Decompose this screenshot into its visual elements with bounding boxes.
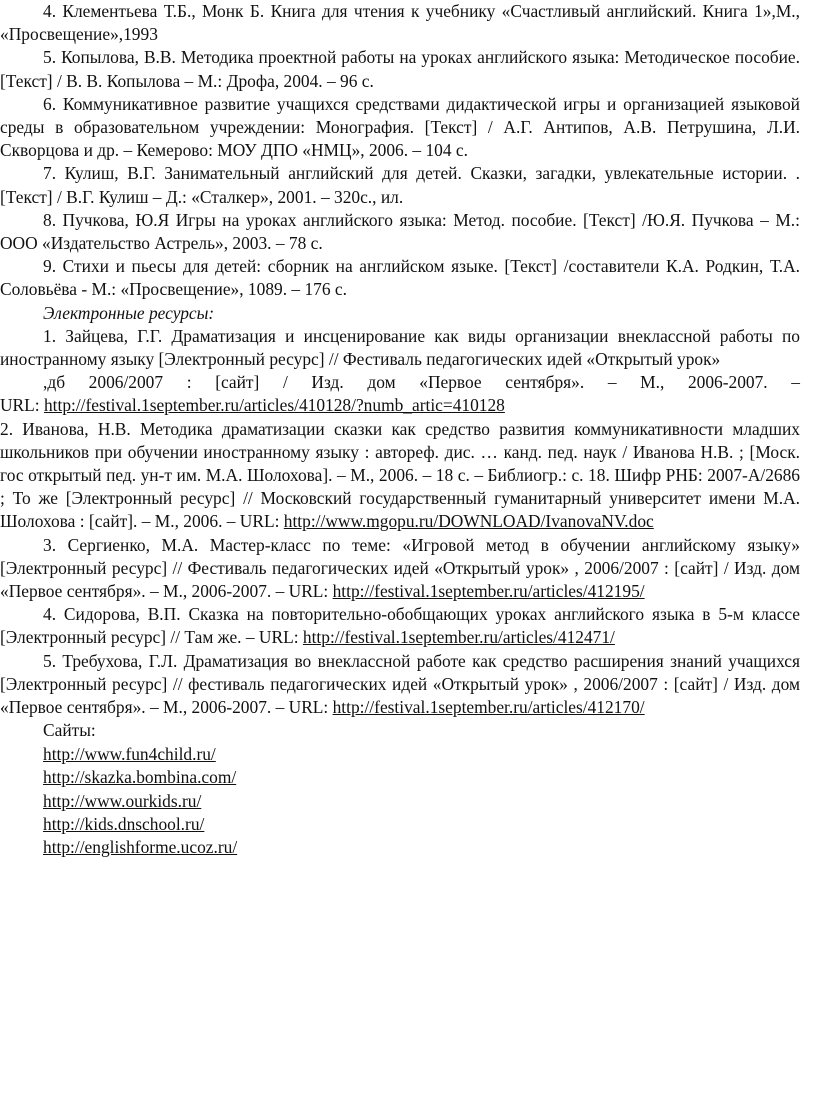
reference-item-6: 6. Коммуникативное развитие учащихся средствами дидактической игры и организацией языковой среды в образовательном учреждении: Монография. [Текст] / А.Г. Антипов, А.В. Петрушина, Л.И. Скворцова и др. – Кемерово: МОУ ДПО «НМЦ», 2006. – 104 с. <box>0 93 800 161</box>
electronic-resource-2 <box>0 418 800 534</box>
site-link[interactable]: http://www.fun4child.ru/ <box>43 743 216 764</box>
reference-item-7: 7. Кулиш, В.Г. Занимательный английский для детей. Сказки, загадки, увлекательные истории. . [Текст] / В.Г. Кулиш – Д.: «Сталкер», 2001. – 320с., ил. <box>0 163 800 207</box>
electronic-resource-1-url-prefix: URL: <box>0 395 44 416</box>
reference-item-8: 8. Пучкова, Ю.Я Игры на уроках английского языка: Метод. пособие. [Текст] /Ю.Я. Пучкова – М.: ООО «Издательство Астрель», 2003. – 78 с. <box>0 209 800 254</box>
electronic-resource-3-text: 3. Сергиенко, М.А. Мастер-класс по теме: «Игровой метод в обучении английскому языку» [Электронный ресурс] // Фестиваль педагогических идей «Открытый урок» , 2006/2007 : [сайт] / Изд. дом «Первое сентября». – М., 2006-2007. – URL: <box>0 534 800 602</box>
reference-item-5: 5. Копылова, В.В. Методика проектной работы на уроках английского языка: Методическое пособие. [Текст] / В. В. Копылова – М.: Дрофа, 2004. – 96 с. <box>0 47 800 91</box>
reference-item-9: 9. Стихи и пьесы для детей: сборник на английском языке. [Текст] /составители К.А. Родкин, Т.А. Соловьёва - М.: «Просвещение», 1089. – 176 с. <box>0 256 800 300</box>
site-link[interactable]: http://skazka.bombina.com/ <box>43 767 237 788</box>
electronic-resources-heading: Электронные ресурсы: <box>43 302 215 323</box>
electronic-resource-5 <box>0 650 800 720</box>
site-link[interactable]: http://englishforme.ucoz.ru/ <box>43 837 238 858</box>
sites-heading: Сайты: <box>43 720 96 741</box>
electronic-resource-5-text: 5. Требухова, Г.Л. Драматизация во внеклассной работе как средство расширения знаний учащихся [Электронный ресурс] // фестиваль педагогических идей «Открытый урок» , 2006/2007 : [сайт] / Изд. дом «Первое сентября». – М., 2006-2007. – URL: <box>0 650 800 718</box>
electronic-resource-4-url[interactable]: http://festival.1september.ru/articles/412471/ <box>302 627 615 648</box>
electronic-resource-1-continued <box>0 371 800 394</box>
electronic-resource-1-text: 1. Зайцева, Г.Г. Драматизация и инсценирование как виды организации внеклассной работы по иностранному языку [Электронный ресурс] // Фестиваль педагогических идей «Открытый урок» <box>0 325 800 370</box>
electronic-resource-1-url-line <box>0 394 800 417</box>
sites-list <box>0 719 800 859</box>
electronic-resource-1 <box>0 325 800 371</box>
site-link[interactable]: http://kids.dnschool.ru/ <box>43 813 205 834</box>
electronic-resource-3-url[interactable]: http://festival.1september.ru/articles/412195/ <box>332 581 645 602</box>
electronic-resource-2-url[interactable]: http://www.mgopu.ru/DOWNLOAD/IvanovaNV.doc <box>283 511 654 532</box>
electronic-resource-4 <box>0 603 800 649</box>
electronic-resource-2-text: 2. Иванова, Н.В. Методика драматизации сказки как средство развития коммуникативности младших школьников при обучении иностранному языку : автореф. дис. … канд. пед. наук / Иванова Н.В. ; [Моск. гос открытый пед. ун-т им. М.А. Шолохова]. – М., 2006. – 18 с. – Библиогр.: с. 18. Шифр РНБ: 2007-А/2686 ; То же [Электронный ресурс] // Московский государственный гуманитарный университет имени М.А. Шолохова : [сайт]. – М., 2006. – URL: <box>0 418 800 532</box>
electronic-resource-3 <box>0 534 800 604</box>
electronic-resource-4-text: 4. Сидорова, В.П. Сказка на повторительно-обобщающих уроках английского языка в 5-м классе [Электронный ресурс] // Там же. – URL: <box>0 604 800 648</box>
electronic-resource-5-url[interactable]: http://festival.1september.ru/articles/412170/ <box>332 697 645 718</box>
electronic-resource-1-cont: ,дб 2006/2007 : [сайт] / Изд. дом «Первое сентября». – М., 2006-2007. – <box>43 372 800 393</box>
electronic-resource-1-url[interactable]: http://festival.1september.ru/articles/410128/?numb_artic=410128 <box>43 395 505 416</box>
site-link[interactable]: http://www.ourkids.ru/ <box>43 790 202 811</box>
reference-item-4: 4. Клементьева Т.Б., Монк Б. Книга для чтения к учебнику «Счастливый английский. Книга 1»,М., «Просвещение»,1993 <box>0 1 800 45</box>
